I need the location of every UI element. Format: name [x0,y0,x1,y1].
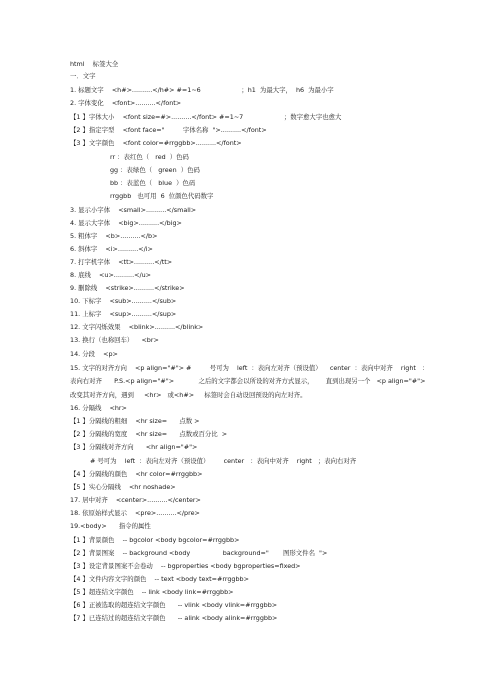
text-line: 【2 】指定字型 <font face=" 字体名称 ">..........</font> [70,126,267,134]
text-line: 12. 文字闪烁效果 <blink>..........</blink> [70,323,204,331]
text-line: 【5 】实心分隔线 <hr noshade> [70,483,176,491]
text-line: 10. 下标字 <sub>..........</sub> [70,297,177,305]
text-line: 13. 换行（也称回车） <br> [70,336,159,344]
text-line: 表向右对齐 P.S.<p align="#"> 之后的文字都会以所设的对齐方式显示， 直到出现另一个 <p align="#"> [70,377,426,385]
text-line: 【4 】文件内容文字的颜色 -- text <body text=#rrggbb> [70,575,249,583]
text-line: 14. 分段 <p> [70,350,118,358]
text-line: 【1 】分隔线的粗细 <hr size= 点数 > [70,417,200,425]
text-line: 1. 标题文字 <h#>..........</h#> #=1~6 ；h1 为最大字， h6 为最小字 [70,86,334,94]
text-line: 【6 】正被选取的超连结文字颜色 -- vlink <body vlink=#rrggbb> [70,601,278,609]
text-line: 4. 显示大字体 <big>..........</big> [70,219,182,227]
text-line: 9. 删除线 <strike>..........</strike> [70,284,185,292]
text-line: 【2 】分隔线的宽度 <hr size= 点数或百分比 > [70,430,228,438]
text-line: # 号可为 left ：表向左对齐（预设值） center ：表向中对齐 right ；表向右对齐 [90,457,357,465]
text-line: 一．文字 [70,72,96,80]
text-line: 【3 】分隔线对齐方向 <hr align="#"> [70,443,198,451]
text-line: 【3 】文字颜色 <font color=#rrggbb>..........</font> [70,139,242,147]
text-line: 【1 】字体大小 <font size=#>..........</font> #=1~7 ；数字愈大字也愈大 [70,113,342,121]
text-line: 3. 显示小字体 <small>..........</small> [70,206,197,214]
text-line: 7. 打字机字体 <tt>..........</tt> [70,258,173,266]
text-line: 18. 依原始样式显示 <pre>..........</pre> [70,509,200,517]
text-line: 15. 文字的对齐方向 <p align="#"> # 号可为 left ：表向左对齐（预设值） center ：表向中对齐 right ： [70,364,429,372]
text-line: 5. 粗体字 <b>..........</b> [70,232,158,240]
text-line: 【2 】背景图案 -- background <body background=" 图形文件名 "> [70,549,328,557]
text-line: gg ：表绿色（ green ）色码 [110,166,200,174]
text-line: 【1 】背景颜色 -- bgcolor <body bgcolor=#rrggbb> [70,536,240,544]
text-line: 2. 字体变化 <font>..........</font> [70,99,182,107]
text-line: 8. 底线 <u>..........</u> [70,271,152,279]
text-line: 【5 】超连结文字颜色 -- link <body link=#rrggbb> [70,588,234,596]
text-line: bb ：表蓝色（ blue ）色码 [110,179,196,187]
text-line: 改变其对齐方向，遇到 <hr> 或<h#> 标签时会自动设回预设的向左对齐。 [70,391,307,399]
text-line: rrggbb 也可用 6 位颜色代码数字 [110,192,214,200]
text-line: 17. 居中对齐 <center>..........</center> [70,496,201,504]
text-line: 6. 斜体字 <i>..........</i> [70,245,153,253]
text-line: 【4 】分隔线的颜色 <hr color=#rrggbb> [70,470,203,478]
text-line: 11. 上标字 <sup>..........</sup> [70,310,177,318]
text-line: 16. 分隔线 <hr> [70,404,127,412]
text-line: html 标签大全 [70,60,119,68]
text-line: 19.<body> 指令的属性 [70,522,151,530]
text-line: rr ：表红色（ red ）色码 [110,153,189,161]
text-line: 【7 】已连结过的超连结文字颜色 -- alink <body alink=#rrggbb> [70,614,278,622]
text-line: 【3 】设定背景图案不会卷动 -- bgproperties <body bgproperties=fixed> [70,562,301,570]
